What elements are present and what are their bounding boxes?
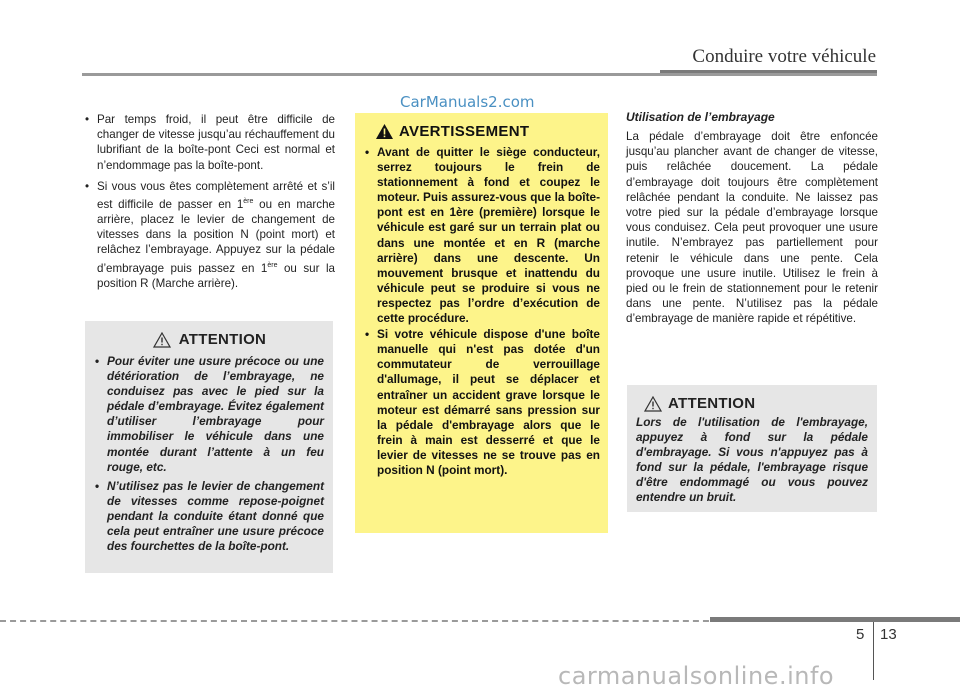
- caution-triangle-icon: [153, 332, 171, 348]
- list-item: • Pour éviter une usure précoce ou une détérioration de l’embrayage, ne conduisez pas avec le pied sur la pédale d’embrayage. Évitez également d’utiliser l’embrayage pour immobiliser le véhicule dans une montée durant l’attente à un feu rouge, etc.: [95, 354, 324, 475]
- attention-header: [644, 395, 868, 412]
- warning-title: AVERTISSEMENT: [399, 123, 530, 140]
- left-bullet-list: [85, 112, 335, 291]
- warning-box: [355, 113, 608, 533]
- caution-triangle-icon: [644, 396, 662, 412]
- list-item: • Si votre véhicule dispose d'une boîte manuelle qui n'est pas dotée d'un commutateur de verrouillage d'allumage, il peut se déplacer et entraîner un accident grave lorsque le moteur est démarré sans pression sur la pédale d'embrayage alors que le frein à main est desserré et que le levier de vitesses ne se trouve pas en position N (point mort).: [365, 327, 600, 478]
- page-number: 13: [880, 626, 897, 643]
- watermark-bottom: carmanualsonline.info: [558, 662, 835, 689]
- footer-rule-thick: [710, 617, 960, 622]
- page-header-title: Conduire votre véhicule: [692, 46, 876, 67]
- page-separator: [873, 622, 874, 680]
- list-item: • N’utilisez pas le levier de changement de vitesses comme repose-poignet pendant la conduite étant donné que cela peut entraîner une usure précoce des fourchettes de la boîte-pont.: [95, 479, 324, 554]
- warning-header: [375, 123, 600, 140]
- attention-box-left: [85, 321, 333, 573]
- watermark-top: CarManuals2.com: [400, 93, 535, 111]
- warning-list: [365, 145, 600, 478]
- warning-triangle-icon: [375, 123, 394, 140]
- header-rule: [82, 73, 877, 76]
- chapter-number: 5: [856, 626, 865, 643]
- attention-header: [95, 331, 324, 348]
- list-item: • Par temps froid, il peut être difficile de changer de vitesse jusqu’au réchauffement du lubrifiant de la boîte-pont Ceci est normal et n’endommage pas la boîte-pont.: [85, 112, 335, 173]
- attention-title: ATTENTION: [668, 395, 756, 412]
- attention-text: Lors de l'utilisation de l'embrayage, appuyez à fond sur la pédale d'embrayage. Si vous n'appuyez pas à fond sur la pédale, l'embrayage risque d'être endommagé ou vous pouvez entendre un bruit.: [636, 415, 868, 505]
- clutch-paragraph: La pédale d’embrayage doit être enfoncée jusqu’au plancher avant de changer de vitesse, puis relâchée doucement. La pédale d’embrayage doit toujours être complètement relâchée pendant la conduite. Ne laissez pas votre pied sur la pédale d’embrayage lorsque vous conduisez. Cela peut provoquer une usure inutile. N’embrayez pas partiellement pour retenir le véhicule dans une pente. Cela provoque une usure inutile. Utilisez le frein à pied ou le frein de stationnement pour le retenir dans une pente. N’utilisez pas la pédale d’embrayage de manière rapide et répétitive.: [626, 130, 878, 326]
- section-subheading: Utilisation de l’embrayage: [626, 110, 775, 124]
- list-item: • Si vous vous êtes complètement arrêté et s’il est difficile de passer en 1ère ou en marche arrière, placez le levier de changement de vitesses dans la position N (point mort) et relâchez l’embrayage. Appuyez sur la pédale d’embrayage puis passez en 1ère ou sur la position R (Marche arrière).: [85, 179, 335, 291]
- list-item: • Avant de quitter le siège conducteur, serrez toujours le frein de stationnement à fond et coupez le moteur. Puis assurez-vous que la boîte-pont est en 1ère (première) lorsque le véhicule est garé sur un terrain plat ou dans une montée et en R (marche arrière) dans une descente. Un mouvement brusque et inattendu du véhicule peut se produire si vous ne respectez pas l’ordre d’exécution de cette procédure.: [365, 145, 600, 326]
- right-column: [626, 110, 878, 327]
- attention-list: [95, 354, 324, 554]
- attention-box-right: [627, 385, 877, 512]
- left-column: [85, 112, 335, 297]
- attention-title: ATTENTION: [178, 331, 267, 348]
